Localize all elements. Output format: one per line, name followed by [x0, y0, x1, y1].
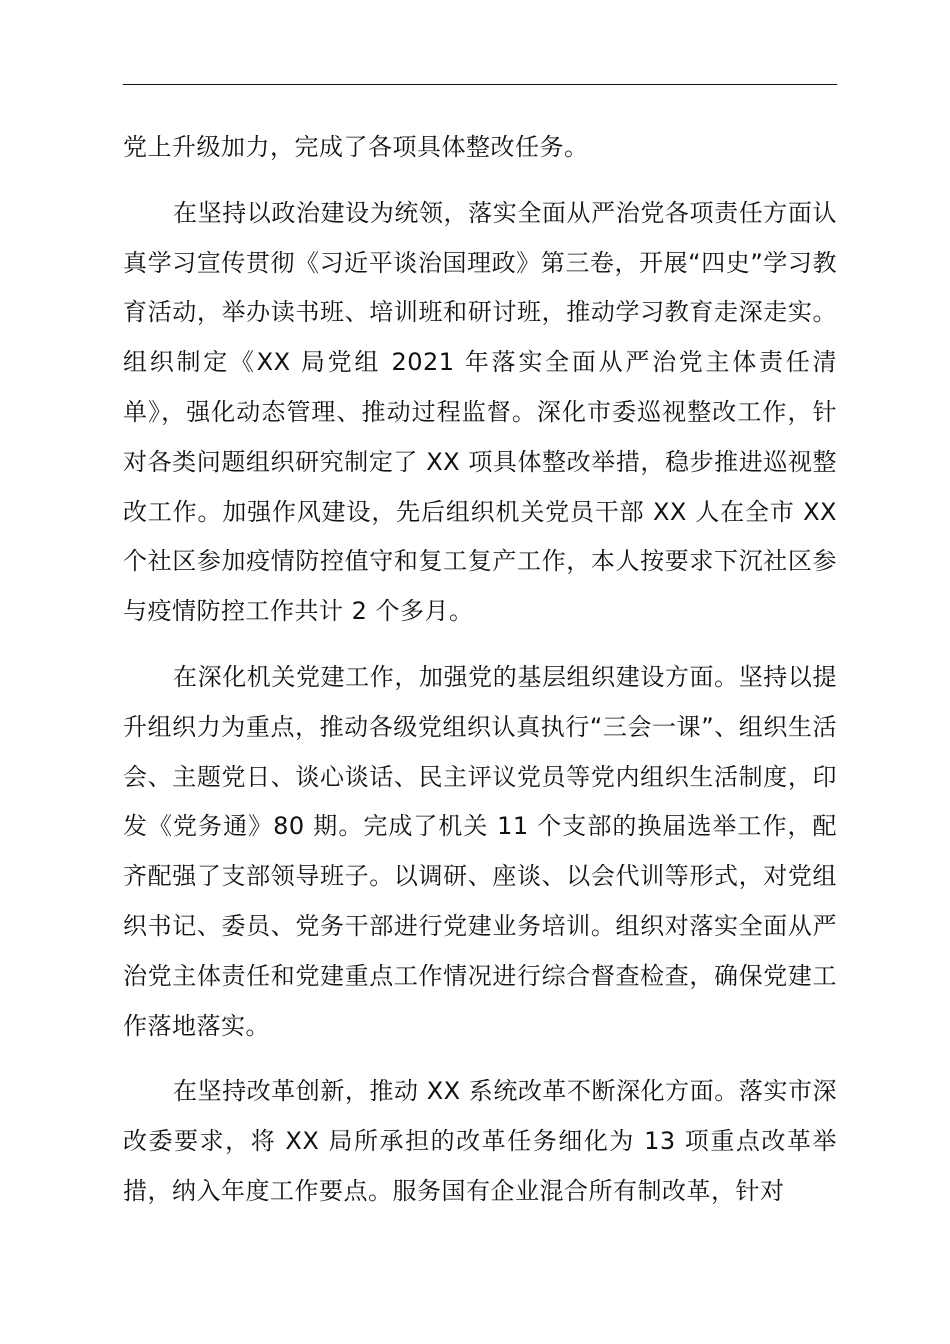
- paragraph-continuation: 党上升级加力，完成了各项具体整改任务。: [123, 133, 589, 161]
- header-rule: [123, 84, 837, 85]
- paragraph-reform-innovation: 在坚持改革创新，推动 XX 系统改革不断深化方面。落实市深改委要求，将 XX 局所承担的改革任务细化为 13 项重点改革举措，纳入年度工作要点。服务国有企业混合所有制改革，针对: [123, 1077, 837, 1205]
- paragraph-political-construction: 在坚持以政治建设为统领，落实全面从严治党各项责任方面认真学习宣传贯彻《习近平谈治国理政》第三卷，开展“四史”学习教育活动，举办读书班、培训班和研讨班，推动学习教育走深走实。组织制定《XX 局党组 2021 年落实全面从严治党主体责任清单》，强化动态管理、推动过程监督。深化市委巡视整改工作，针对各类问题组织研究制定了 XX 项具体整改举措，稳步推进巡视整改工作。加强作风建设，先后组织机关党员干部 XX 人在全市 XX 个社区参加疫情防控值守和复工复产工作，本人按要求下沉社区参与疫情防控工作共计 2 个多月。: [123, 198, 837, 626]
- paragraph-party-building: 在深化机关党建工作，加强党的基层组织建设方面。坚持以提升组织力为重点，推动各级党组织认真执行“三会一课”、组织生活会、主题党日、谈心谈话、民主评议党员等党内组织生活制度，印发《党务通》80 期。完成了机关 11 个支部的换届选举工作，配齐配强了支部领导班子。以调研、座谈、以会代训等形式，对党组织书记、委员、党务干部进行党建业务培训。组织对落实全面从严治党主体责任和党建重点工作情况进行综合督查检查，确保党建工作落地落实。: [123, 662, 837, 1040]
- body-text: [123, 123, 837, 1217]
